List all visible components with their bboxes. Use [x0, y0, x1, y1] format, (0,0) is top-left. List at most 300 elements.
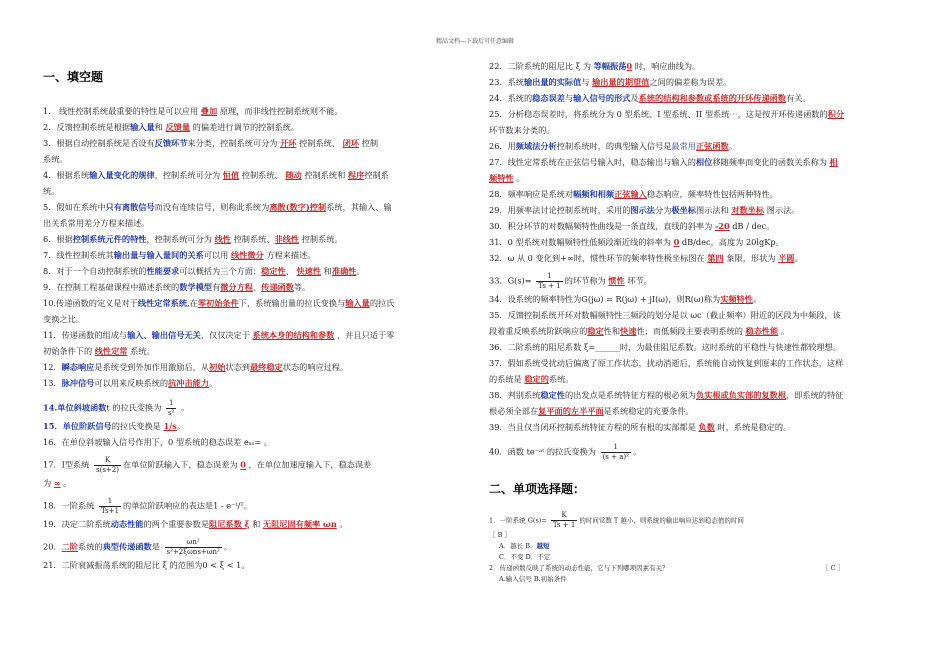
right-a: 0	[626, 61, 633, 71]
left-pre: 8．对于一个自动控制系统的	[43, 266, 147, 276]
left-a: 离散(数字)控制	[269, 202, 327, 212]
left-mid: 有	[211, 282, 221, 292]
q40-post: 。	[632, 446, 642, 457]
right-line	[489, 250, 904, 266]
cq1-prefix: 1．一阶系统 G(s)=	[489, 516, 547, 525]
choice-question-1-options-cd: C．不变 D．不定	[499, 553, 551, 561]
q40-num: 1	[601, 443, 631, 453]
left-pre: 出关系常用差分方程来描述。	[43, 218, 150, 228]
cq1-post: 的时间常数 T 越小，则系统的输出响应达到稳态值的时间	[579, 516, 744, 525]
question-35-cont	[489, 323, 904, 339]
left-post: 方程来描述。	[263, 250, 316, 260]
right-pre: 22．二阶系统的阻尼比 ξ 为	[489, 61, 594, 71]
left-line	[43, 263, 458, 279]
section-title-single-choice: 二、单项选择题：	[489, 482, 586, 496]
right-pre: 环节数来分类的。	[489, 125, 555, 135]
q34-text-2: 称为	[703, 294, 721, 304]
q14-post: 。	[181, 402, 190, 413]
left-a: 线性	[214, 234, 231, 244]
q34-post: 。	[752, 294, 762, 304]
q38-post: ，即系统的特征	[786, 390, 844, 400]
q18-post: 。	[243, 500, 252, 511]
right-post2: 。	[794, 253, 803, 263]
right-post: 有关。	[786, 93, 811, 103]
left-k1: 脉冲信号	[61, 378, 95, 388]
left-pre: 11．传递函数的组成与	[43, 330, 128, 340]
right-line	[489, 106, 904, 122]
left-k1: 线性定常系统	[137, 298, 188, 308]
q19-prefix: 19．决定二阶系统	[43, 519, 111, 529]
q17-den: s(s+2)	[96, 466, 119, 474]
left-pre: 3．根据自动控制系统是否设有	[43, 138, 155, 148]
left-k1: 反馈环节	[154, 138, 188, 148]
choice-question-1	[489, 511, 904, 530]
right-k1: 稳态误差	[532, 93, 565, 103]
right-pre: 30．积分环节的对数幅频特性曲线是一条直线，直线的斜率为	[489, 221, 715, 231]
question-35: 35．反馈控制系统开环对数幅频特性三频段的划分是以 ωc（截止频率）附近的区段为中频段，该	[489, 310, 841, 320]
right-mid: 与	[581, 77, 593, 87]
right-a: 0	[673, 237, 680, 247]
left-line	[43, 215, 458, 231]
left-pre: 6．根据	[43, 234, 73, 244]
q20-prefix: 20．	[43, 541, 62, 552]
q35b-text: 性和	[603, 326, 621, 336]
left-pre: 9．在控制工程基础课程中描述系统的	[43, 282, 180, 292]
left-line	[43, 167, 458, 183]
q33-post: 环节。	[624, 275, 652, 286]
q14-den: s²	[168, 409, 175, 417]
left-a: 稳定性	[261, 266, 286, 276]
q38b-prefix: 根必须全部在	[489, 406, 539, 416]
q14-prefix: 14.	[43, 402, 58, 413]
left-post: 系统，其输入、输	[326, 202, 392, 212]
q38-keyword: 稳定性	[540, 390, 565, 400]
left-a: 反馈量	[165, 122, 191, 132]
left-mid: 可以概括为三个方面：	[179, 266, 262, 276]
right-mid2: 的典型输入信号是	[605, 141, 672, 151]
q37b-prefix: 的系统是	[489, 374, 525, 384]
right-k1: 等幅振荡	[593, 61, 627, 71]
question-19	[43, 516, 458, 532]
left-post2: 等。	[293, 282, 311, 292]
left-k1: 性能要求	[146, 266, 180, 276]
q35b-prefix: 段着重反映系统阶跃响应的	[489, 326, 588, 336]
left-pre: 10.传递函数的定义是对于	[43, 298, 138, 308]
q35b-post-3: 。	[778, 326, 790, 336]
choice-question-2	[489, 563, 904, 574]
cq1-correct-option: 越短	[536, 542, 550, 550]
right-a: 正弦函数	[695, 141, 729, 151]
question-37-cont	[489, 371, 904, 387]
q21-prefix: 21．二阶衰减振荡系统的阻尼比 ξ 的范围为	[43, 560, 203, 570]
q20-answer: 二阶	[61, 541, 78, 552]
left-line	[43, 119, 458, 135]
right-line	[489, 90, 904, 106]
right-a2: 半圆	[778, 253, 795, 263]
left-pre: 12．	[43, 362, 62, 372]
left-post: 控制系统、	[296, 138, 343, 148]
q34-prefix: 34．设系统的频率特性为	[489, 294, 582, 304]
q35b-answer-2: 快速	[620, 326, 637, 336]
q33-answer: 惯性	[608, 275, 625, 286]
right-a: 频特性	[489, 173, 514, 183]
left-line	[43, 247, 458, 263]
section-title-fill-blank: 一、填空题	[43, 70, 104, 84]
right-column	[489, 58, 904, 585]
right-line	[489, 154, 904, 170]
q20-den: s²+2ξωns+ωn²	[166, 548, 220, 556]
left-mid: 和	[154, 122, 166, 132]
left-post: 状态到	[225, 362, 250, 372]
right-pre: 29．用频率法讨论控制系统时，采用的	[489, 205, 631, 215]
left-post2: 控制	[359, 138, 379, 148]
q15-text: 的拉氏变换是	[111, 421, 164, 431]
left-post3: 。	[356, 266, 365, 276]
q15-post: 。	[176, 421, 185, 431]
choice-question-1-options-ab	[489, 541, 904, 552]
right-pre: 24．系统的	[489, 93, 533, 103]
left-post: 的偏差进行调节的控制系统。	[190, 122, 300, 132]
left-a: 叠加	[200, 106, 218, 116]
left-column	[43, 58, 458, 573]
question-36: 36．二阶系统的阻尼系数 ξ=______时，为最佳阻尼系数。这时系统的平稳性与快速性都较理想。	[489, 342, 841, 352]
q38b-answer: 复平面的左半平面	[538, 406, 604, 416]
right-post: 时，响应曲线为	[632, 61, 693, 71]
left-k1: 输入量变化的规律	[89, 170, 155, 180]
right-a: 第四	[707, 253, 724, 263]
left-line	[43, 183, 458, 199]
left-a2: 随动	[285, 170, 302, 180]
left-post: 下，系统输出量的拉氏变换与	[238, 298, 346, 308]
left-k1: 输入、输出信号无关	[127, 330, 201, 340]
left-line	[43, 343, 458, 359]
q39-answer: 负数	[698, 422, 715, 432]
right-k1: 图示法	[630, 205, 655, 215]
q20-text: 系统的	[78, 541, 103, 552]
right-mid: 移随频率而变化的函数关系称为	[712, 157, 830, 167]
q17-answer: 0	[240, 459, 246, 470]
q34-text: ，则	[668, 294, 685, 304]
q35b-answer: 稳定	[587, 326, 604, 336]
right-mid: 与	[564, 93, 574, 103]
right-post: 之间的偏差称为误差。	[649, 77, 732, 87]
right-a: 输出量的期望值	[592, 77, 650, 87]
right-questions	[489, 58, 904, 266]
question-16: 16．在单位斜坡输入信号作用下，0 型系统的稳态误差 eₛₛ= 。	[43, 437, 272, 447]
right-post: 。	[513, 173, 525, 183]
left-pre: 2．反馈控制系统是根据	[43, 122, 131, 132]
question-21	[43, 557, 458, 573]
choice-question-1-answer: ［ B ］	[489, 531, 511, 539]
left-a2: 传递函数	[261, 282, 294, 292]
cq1-fraction	[551, 511, 578, 530]
question-33	[489, 272, 904, 291]
left-post: 、	[285, 266, 297, 276]
q19-answer: 阻尼系数 ξ	[209, 519, 250, 529]
q20-post-2: 。	[223, 541, 233, 552]
right-line	[489, 234, 904, 250]
cq1-den: Ts + 1	[552, 521, 576, 529]
q14-num: 1	[166, 399, 176, 409]
right-line	[489, 218, 904, 234]
left-a: 系统本身的结构和参数	[252, 330, 335, 340]
q19-text: 的两个重要参数是	[143, 519, 210, 529]
left-mid: 而没有连续信号，则称此系统为	[154, 202, 270, 212]
q19-post: 和	[249, 519, 263, 529]
q17b-post: 。	[60, 478, 72, 488]
q17b-answer: ∞	[53, 478, 61, 488]
left-post2: 控制系统。	[299, 234, 343, 244]
question-17-cont	[43, 475, 458, 491]
right-post: 象限，形状为	[723, 253, 779, 263]
left-pre: 13．	[43, 378, 62, 388]
left-a2: 非线性	[274, 234, 300, 244]
q18-num: 1	[99, 497, 121, 507]
cq2-text: 2．传递函数反映了系统的动态性能，它与下列哪项因素有关？	[489, 564, 669, 572]
left-mid: 可以用	[203, 250, 231, 260]
left-mid: 来分类，控制系统可分为	[187, 138, 281, 148]
cq1-options-prefix: A．越长 B．	[499, 542, 537, 550]
right-pre: 23．系统	[489, 77, 524, 87]
q33-den: Ts + 1	[538, 282, 561, 290]
left-line	[43, 327, 458, 343]
q18-prefix: 18．一阶系统	[43, 500, 95, 511]
right-post: dB/dec，高度为 20lgKp。	[679, 237, 784, 247]
right-a: 对数坐标	[731, 205, 765, 215]
q19-keyword: 动态性能	[110, 519, 144, 529]
question-17	[43, 456, 458, 475]
q38-text: 的出发点是系统特征方程的根必须为	[564, 390, 696, 400]
right-k1: 输出量的实际值	[523, 77, 582, 87]
left-k1: 控制系统元件的特性	[72, 234, 147, 244]
right-line	[489, 138, 904, 154]
right-pre: 27．线性定常系统在正弦信号输入时，稳态输出与输入的	[489, 157, 696, 167]
q18-text: 的单位阶跃响应的表达是	[123, 500, 214, 511]
left-a: 微分方程	[220, 282, 253, 292]
q20-post: 是	[151, 541, 160, 552]
question-14	[43, 399, 458, 418]
left-pre: 统。	[43, 186, 60, 196]
q34-expr: G(jω) = R(jω) + jI(ω)	[581, 294, 669, 304]
question-37: 37．假如系统受扰动后偏离了原工作状态，扰动消逝后，系统能自动恢复到原来的工作状态，这样	[489, 358, 844, 368]
left-line	[43, 295, 458, 311]
q20-num: ωn²	[165, 538, 222, 548]
q19-post-2: 。	[336, 519, 348, 529]
right-k2: 极坐标	[671, 205, 696, 215]
left-post2: 状态的响应过程。	[282, 362, 349, 372]
q17-fraction	[94, 456, 121, 475]
left-a3: 准确性	[331, 266, 357, 276]
left-a: 线性微分	[230, 250, 264, 260]
question-18	[43, 497, 458, 516]
right-pre: 26．用	[489, 141, 516, 151]
left-post: 原理，而非线性控制系统则不能。	[217, 106, 343, 116]
right-mid: 控制系统时，	[556, 141, 606, 151]
left-mid: ，控制系统可分为	[154, 170, 223, 180]
left-post2: 和	[321, 266, 332, 276]
right-a: 相	[829, 157, 838, 167]
right-mid: 分为	[655, 205, 672, 215]
left-mid: ，仅仅决定于	[200, 330, 253, 340]
right-post2: 两种特性。	[736, 189, 778, 199]
left-post2: 控制系统和	[301, 170, 348, 180]
left-a: 初始	[209, 362, 226, 372]
q18-fraction	[99, 497, 121, 516]
left-post2: 的拉氏	[369, 298, 395, 308]
q40-fraction	[601, 443, 631, 462]
q40-prefix: 40．函数 te⁻ᵃᵗ 的拉氏变换为	[489, 446, 596, 457]
question-15	[43, 418, 458, 434]
left-a2: 快速性	[296, 266, 322, 276]
question-38-cont	[489, 403, 904, 419]
q17-num: K	[94, 456, 121, 466]
right-a: 积分	[827, 109, 845, 119]
left-line	[43, 359, 458, 375]
right-k1: 频域法分析	[515, 141, 557, 151]
left-line	[43, 199, 458, 215]
q35b-post: 性；而低频段主要表明系统的	[636, 326, 746, 336]
right-line	[489, 170, 904, 186]
right-line	[489, 74, 904, 90]
left-mid: 可以用来反映系统的	[94, 378, 169, 388]
q37b-answer: 稳定的	[524, 374, 549, 384]
left-mid: 是系统受到外加作用激励后，从	[94, 362, 210, 372]
q39-post: 时，系统是稳定的。	[714, 422, 792, 432]
left-pre: 初始条件下的	[43, 346, 95, 356]
q14-fraction	[166, 399, 176, 418]
right-pre: 32．ω 从 0 变化到+∞时，惯性环节的频率特性极坐标图在	[489, 253, 708, 263]
left-line	[43, 103, 458, 119]
right-post: 。	[728, 141, 737, 151]
question-40	[489, 443, 904, 462]
left-pre: 5．假如在系统中	[43, 202, 106, 212]
left-a2: 最终稳定	[249, 362, 283, 372]
right-i: 最常用	[671, 141, 696, 151]
right-line	[489, 122, 904, 138]
right-pre: 25．分析稳态误差时，将系统分为 0 型系统、I 型系统、II 型系统⋯，这是按开环传递函数的	[489, 109, 828, 119]
q37b-post: 系统。	[548, 374, 574, 384]
right-mid2: 图示法和	[695, 205, 732, 215]
left-post: ，并且只适于零	[334, 330, 395, 340]
cq2-answer: ［ C ］	[821, 564, 844, 572]
q15-prefix: 15．	[43, 421, 63, 431]
left-k1: 输入量	[130, 122, 155, 132]
left-mid: ,在	[187, 298, 198, 308]
left-line	[43, 151, 458, 167]
right-post2: 。	[692, 61, 701, 71]
left-line	[43, 231, 458, 247]
question-34	[489, 291, 904, 307]
q33-prefix: 33．G(s)=	[489, 275, 532, 286]
right-k1: 相位	[695, 157, 713, 167]
right-a: -20	[714, 221, 730, 231]
left-a: 线性定常	[94, 346, 128, 356]
left-pre: 7．线性控制系统其	[43, 250, 114, 260]
left-post3: 控制系	[364, 170, 389, 180]
q19-answer-2: 无阻尼固有频率 ωn	[262, 519, 337, 529]
right-k1: 幅频和相频	[573, 189, 615, 199]
question-39	[489, 419, 904, 435]
left-k1: 输出量与输入量间的关系	[113, 250, 204, 260]
left-a2: 闭环	[342, 138, 360, 148]
q17-post: ，在单位加速度输入下，稳态误差	[245, 459, 372, 470]
right-k2: 输入信号的形式	[573, 93, 631, 103]
left-k1: 瞬态响应	[61, 362, 95, 372]
left-k1: 数学模型	[179, 282, 212, 292]
left-pre: 1. 线性控制系统最重要的特性是可以应用	[43, 106, 201, 116]
left-pre: 4．根据系统	[43, 170, 90, 180]
left-line	[43, 375, 458, 391]
q33-fraction	[536, 272, 563, 291]
left-questions	[43, 103, 458, 391]
right-a: 正弦输入	[614, 189, 647, 199]
left-line	[43, 279, 458, 295]
q15-keyword: 单位阶跃信号	[62, 421, 112, 431]
q34-expr-2: R(ω)	[684, 294, 704, 304]
q17-prefix: 17．Ⅰ型系统	[43, 459, 90, 470]
q18-den: Ts+1	[100, 507, 120, 515]
cq1-num: K	[551, 511, 578, 521]
q38-answer: 负实根或负实部的复数根	[695, 390, 787, 400]
q17-text: 在单位阶跃输入下，稳态误差为	[122, 459, 241, 470]
left-post: 控制系统、	[239, 170, 286, 180]
q18-expr: 1 - e⁻ᵗ/ᵀ	[213, 500, 244, 511]
q35b-answer-3: 稳态性能	[745, 326, 779, 336]
q34-answer: 实频特性	[720, 294, 753, 304]
left-mid: ，控制系统可分为	[146, 234, 215, 244]
q39-prefix: 39．当且仅当闭环控制系统特征方程的所有根的实部都是	[489, 422, 699, 432]
right-line	[489, 186, 904, 202]
left-post: 。	[209, 378, 218, 388]
left-line	[43, 311, 458, 327]
right-post: 图示法。	[764, 205, 800, 215]
left-post: 、	[252, 282, 262, 292]
q33-num: 1	[536, 272, 563, 282]
right-a: 系统的结构和参数或系统的开环传递函数	[638, 93, 787, 103]
left-a: 零初始条件	[197, 298, 239, 308]
right-line	[489, 58, 904, 74]
q21-post: 。	[241, 560, 250, 570]
question-38	[489, 387, 904, 403]
left-a2: 输入量	[345, 298, 370, 308]
left-a: 恒值	[222, 170, 240, 180]
right-pre: 28．频率响应是系统对	[489, 189, 574, 199]
right-post: 稳态响应，频率特性包括	[646, 189, 737, 199]
q15-answer: 1/s	[163, 421, 177, 431]
q40-den: (s + a)²	[602, 453, 629, 461]
left-post: 控制系统、	[230, 234, 275, 244]
q21-expr: 0 < ξ < 1	[202, 560, 242, 570]
q38-prefix: 38．判别系统	[489, 390, 541, 400]
page-header: 精品文档---下载后可任意编辑	[435, 38, 515, 45]
left-pre: 变换之比。	[43, 314, 84, 324]
left-line	[43, 135, 458, 151]
q17b-prefix: 为	[43, 478, 54, 488]
q38b-post: 是系统稳定的充要条件。	[603, 406, 694, 416]
q14-keyword: 单位斜坡函数	[57, 402, 107, 413]
left-a: 抗冲击能力	[168, 378, 210, 388]
q20-fraction	[165, 538, 222, 557]
left-a3: 程序	[347, 170, 365, 180]
left-a: 开环	[280, 138, 297, 148]
left-k1: 只有离散信号	[105, 202, 155, 212]
right-line	[489, 202, 904, 218]
left-pre: 系统。	[43, 154, 68, 164]
choice-question-2-options: A.输入信号 B.初始条件	[499, 575, 567, 583]
right-post: dB / dec。	[729, 221, 775, 231]
q33-text: 的环节称为	[564, 275, 609, 286]
q20-keyword: 典型传递函数	[102, 541, 152, 552]
